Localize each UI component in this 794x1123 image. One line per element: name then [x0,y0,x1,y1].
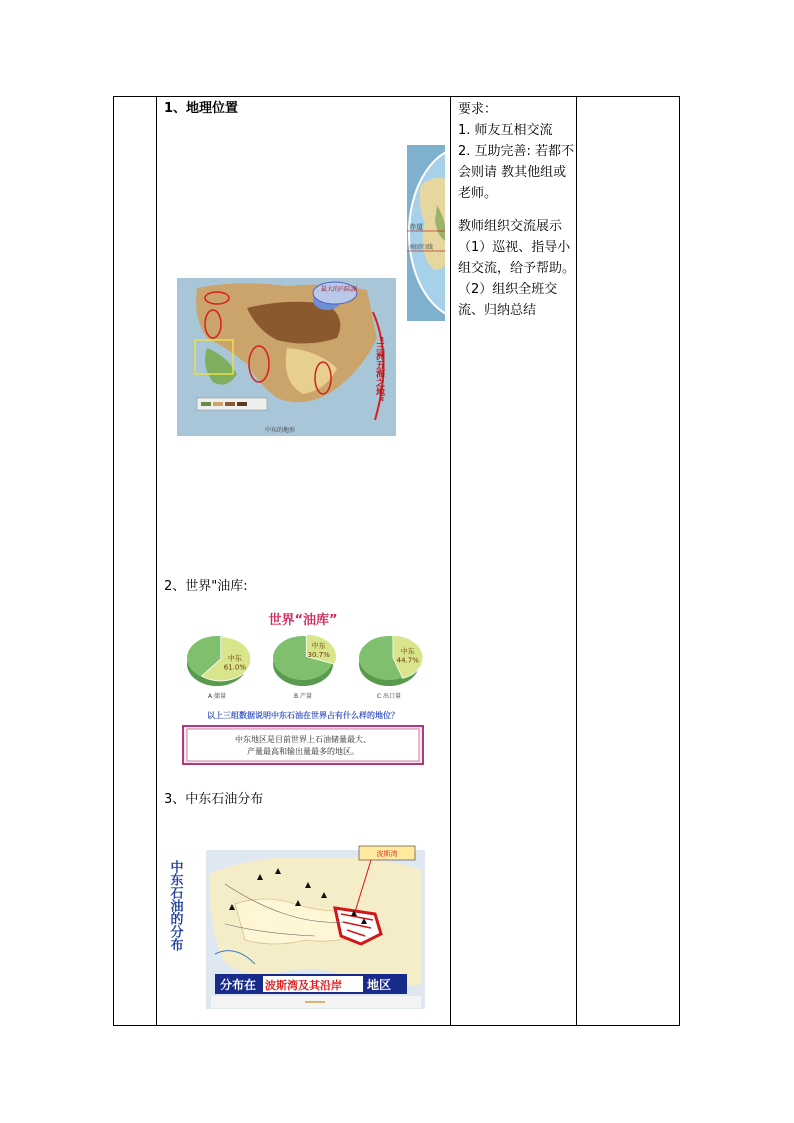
lesson-table [113,96,680,1026]
column-divider [156,97,157,1025]
globe-equator-label: 赤道 [409,223,423,231]
requirements-title: 要求： [458,102,498,117]
section-2-heading: 2、世界"油库: [164,579,248,594]
three-continents-label: “三洲五海之地” [374,336,384,402]
display-step: （1）巡视、指导小组交流，给予帮助。 [458,240,576,276]
pie-caption: B 产量 [293,693,313,700]
oil-depot-chart [177,608,430,768]
pie-region-label: 中东 [227,654,242,663]
map2-side-title: 中东石油的分布 [167,860,183,951]
persian-gulf-callout: 波斯湾 [376,850,398,858]
section-3-heading: 3、中东石油分布 [164,792,264,807]
display-step: （2）组织全班交流、归纳总结 [458,282,558,318]
chart-question: 以上三组数据说明中东石油在世界占有什么样的地位？ [207,711,399,720]
column-divider [450,97,451,1025]
chart-answer-line1: 中东地区是目前世界上石油储量最大、 [235,735,371,744]
pie-value-label: 30.7% [307,651,330,660]
pie-value-label: 61.0% [223,663,247,672]
display-title: 教师组织交流展示 [458,219,563,234]
pie-value-label: 44.7% [396,656,419,665]
pie-caption: A 储量 [207,693,227,700]
middle-east-terrain-map [177,278,396,436]
oil-distribution-map [165,844,425,1009]
map1-caption: 中东的地形 [265,427,296,434]
requirement-item: 2. 互助完善: 若都不会则请 教其他组或老师。 [458,144,575,201]
pie-region-label: 中东 [400,647,415,656]
chart-title: 世界“油库” [268,613,338,628]
banner-highlight: 波斯湾及其沿岸 [265,979,342,992]
banner-suffix: 地区 [367,978,392,992]
caspian-label: 最大的内陆湖 [321,286,358,293]
pie-region-label: 中东 [311,642,326,651]
column-divider [576,97,577,1025]
globe-image [407,145,445,321]
banner-prefix: 分布在 [220,978,257,992]
requirement-item: 1. 师友互相交流 [458,123,553,138]
section-1-heading: 1、地理位置 [164,101,239,116]
chart-answer-line2: 产量最高和输出量最多的地区。 [247,747,359,756]
globe-tropic-label: 南回归线 [409,244,434,251]
requirements-text [458,99,576,321]
pie-caption: C 出口量 [376,693,402,700]
